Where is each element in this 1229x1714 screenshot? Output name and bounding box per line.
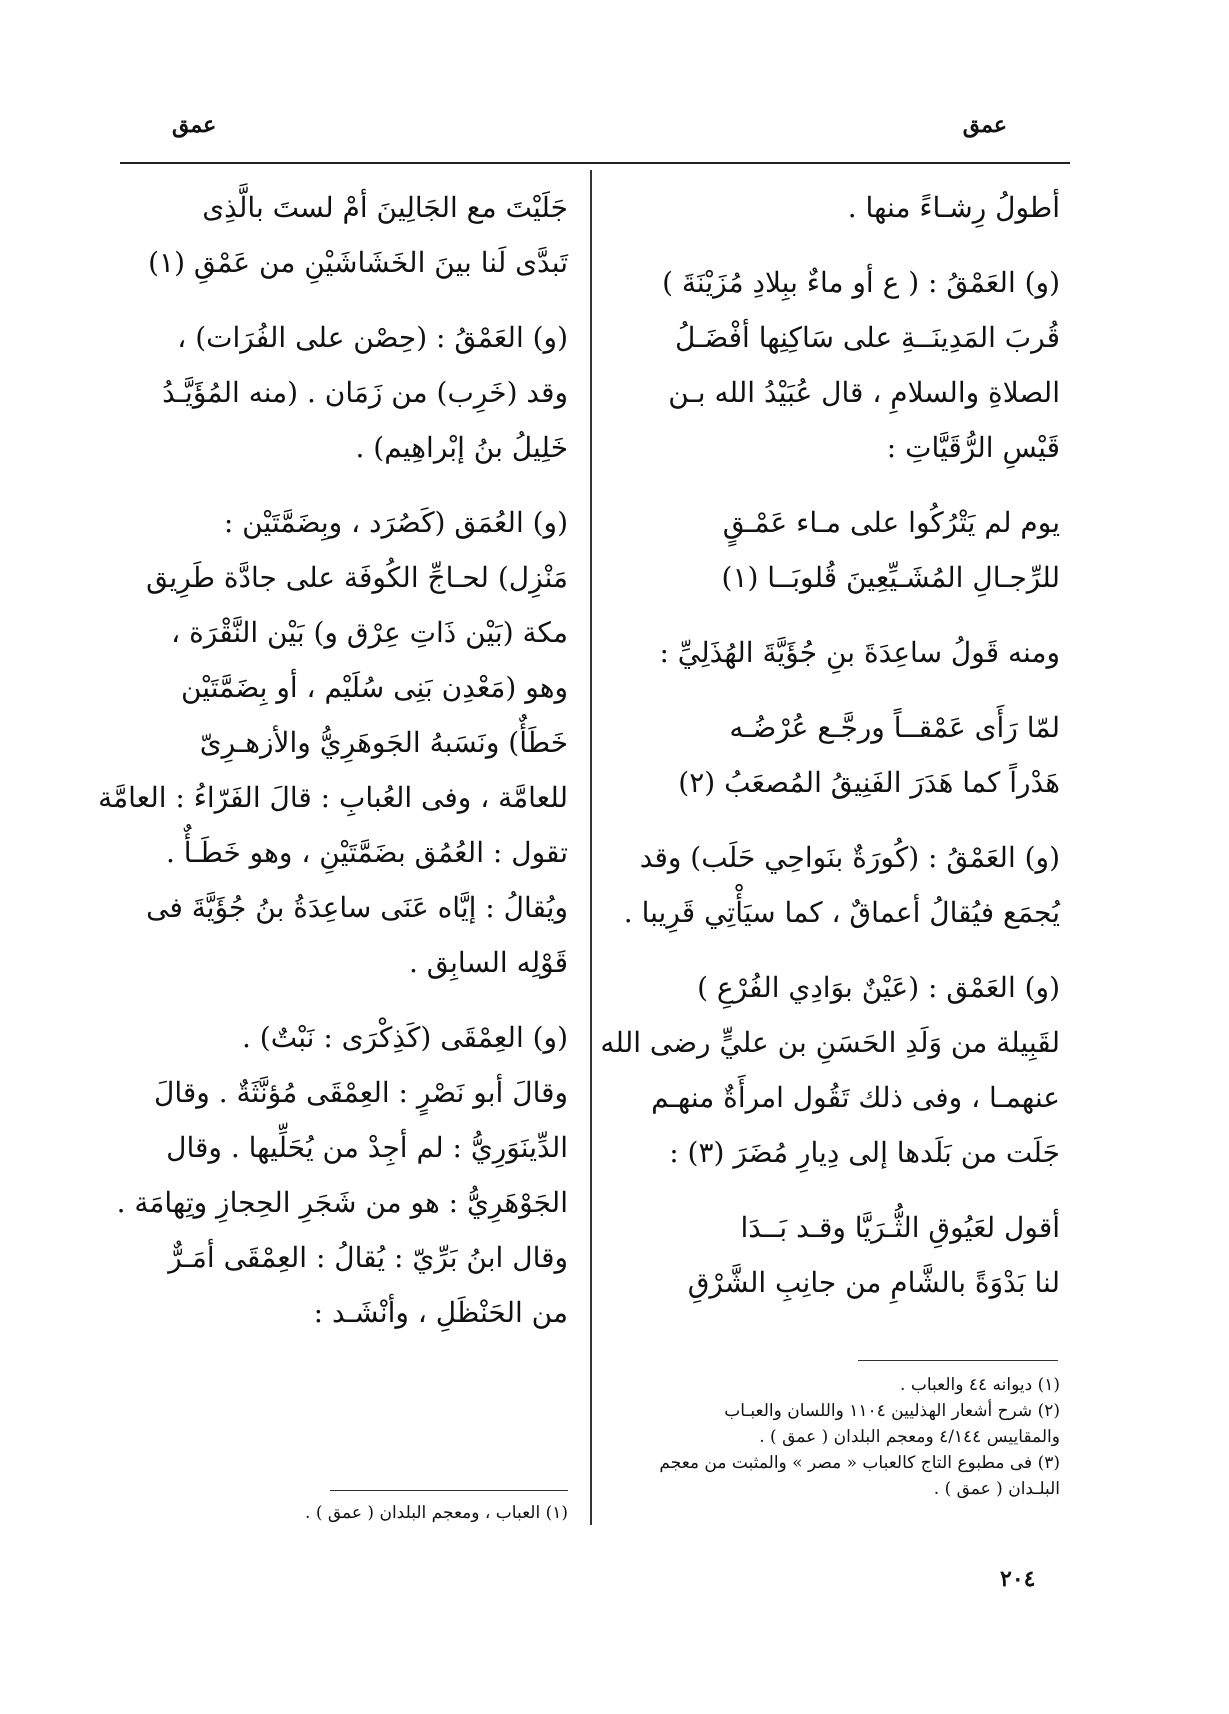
left-column	[98, 180, 568, 1340]
paragraph-gap	[628, 940, 1060, 960]
paragraph-gap	[628, 605, 1060, 625]
column-separator	[590, 170, 592, 1525]
text-line: وهو (مَعْدِن بَنِى سُلَيْم ، أو بِضَمَّتَيْن	[180, 671, 568, 704]
footnote-line: البلـدان ( عمق ) .	[933, 1479, 1060, 1499]
text-line: جَلَيْتَ مع الجَالِينَ أمْ لستَ بالَّذِى	[202, 191, 568, 224]
paragraph-gap	[148, 475, 568, 495]
footnote-line: (١) العباب ، ومعجم البلدان ( عمق ) .	[305, 1503, 568, 1523]
text-line: الدِّينَوَرِيُّ : لم أجِدْ من يُحَلِّيها . وقال	[166, 1131, 568, 1164]
text-line: تَبدَّى لَنا بينَ الخَشَاشَيْنِ من عَمْقِ (١)	[148, 246, 568, 279]
text-line: من الحَنْظَلِ ، وأنْشَـد :	[313, 1296, 568, 1329]
text-line: قَوْلِه السابِق .	[408, 946, 568, 979]
text-line: للرِّجـالِ المُشَـيِّعِينَ قُلوبَــا (١)	[721, 561, 1060, 594]
paragraph-gap	[628, 475, 1060, 495]
text-line: عنهمـا ، وفى ذلك تَقُول امرأَةٌ منهـم	[651, 1081, 1060, 1114]
text-line: مَنْزِل) لحـاجِّ الكُوفَة على جادَّة طَرِيق	[146, 561, 568, 594]
footnotes-left	[148, 1500, 568, 1526]
text-line: لمّا رَأَى عَمْقــاً ورجَّـع عُرْضُـه	[729, 711, 1060, 744]
text-line: خَلِيلُ بنُ إبْراهِيم) .	[355, 431, 568, 464]
text-line: هَدْراً كما هَدَرَ الفَنِيقُ المُصعَبُ (٢)	[678, 766, 1060, 799]
footnote-line: (٣) فى مطبوع التاج كالعباب « مصر » والمثبت من معجم	[659, 1453, 1060, 1473]
text-line: (و) العُمَق (كَصُرَد ، وبِضَمَّتَيْن :	[223, 506, 568, 539]
text-line: (و) العَمْقُ : (حِصْن على الفُرَات) ،	[177, 321, 568, 354]
text-line: يوم لم يَتْرُكُوا على مـاء عَمْـقٍ	[722, 506, 1060, 539]
text-line: جَلَت من بَلَدها إلى دِيارِ مُضَرَ (٣) :	[669, 1136, 1060, 1169]
text-line: قُربَ المَدِينَــةِ على سَاكِنِها أفْضَـلُ	[674, 321, 1060, 354]
text-line: (و) العِمْقَى (كَذِكْرَى : نَبْتٌ) .	[241, 1021, 568, 1054]
footnote-rule-right	[858, 1360, 1058, 1361]
footnotes-right	[628, 1372, 1060, 1502]
text-line: خَطَأٌ) ونَسَبهُ الجَوهَرِيُّ والأزهـرِىّ	[199, 726, 568, 759]
paragraph-gap	[628, 810, 1060, 830]
running-header-right: عمق	[962, 112, 1007, 138]
header-rule	[120, 162, 1070, 164]
paragraph-gap	[628, 235, 1060, 255]
footnote-line: (٢) شرح أشعار الهذليين ١١٠٤ واللسان والعبـاب	[724, 1401, 1060, 1421]
text-line: وقد (خَرِب) من زَمَان . (منه المُؤَيَّـدُ	[162, 376, 568, 409]
footnote-line: (١) ديوانه ٤٤ والعباب .	[900, 1375, 1060, 1395]
page-number: ٢٠٤	[1000, 1566, 1036, 1592]
text-line: تقول : العُمُق بضَمَّتَيْنِ ، وهو خَطَـأٌ .	[165, 836, 568, 869]
paragraph-gap	[148, 290, 568, 310]
running-header-left: عمق	[172, 112, 217, 138]
text-line: مكة (بَيْن ذَاتِ عِرْق و) بَيْن النَّقْرَة ،	[171, 616, 568, 649]
text-line: ومنه قَولُ ساعِدَةَ بنِ جُؤَيَّةَ الهُذَلِيِّ :	[659, 636, 1060, 669]
paragraph-gap	[628, 680, 1060, 700]
text-line: قَيْسِ الرُّقَيَّاتِ :	[886, 431, 1060, 464]
text-line: (و) العَمْق : (عَيْنٌ بوَادِي الفُرْعِ )	[697, 971, 1060, 1004]
footnote-rule-left	[330, 1490, 568, 1491]
text-line: وقالَ أبو نَصْرٍ : العِمْقَى مُؤنَّثَةٌ . وقالَ	[154, 1076, 568, 1109]
text-line: أطولُ رِشـاءً منها .	[847, 191, 1060, 224]
text-line: أقول لعَيُوقِ الثُّـرَيَّا وقـد بَــدَا	[740, 1211, 1060, 1244]
text-line: ويُقالُ : إيَّاه عَنَى ساعِدَةُ بنُ جُؤَيَّةَ فى	[146, 891, 568, 924]
text-line: للعامَّة ، وفى العُبابِ : قالَ الفَرّاءُ : العامَّة	[98, 781, 568, 814]
footnote-line: والمقاييس ٤/١٤٤ ومعجم البلدان ( عمق ) .	[759, 1427, 1060, 1447]
text-line: لقَبِيلة من وَلَدِ الحَسَنِ بن عليٍّ رضى الله	[600, 1026, 1060, 1059]
text-line: (و) العَمْقُ : ( ع أو ماءٌ ببِلادِ مُزَيْنَةَ )	[662, 266, 1060, 299]
text-line: الصلاةِ والسلامِ ، قال عُبَيْدُ الله بـن	[668, 376, 1060, 409]
text-line: وقال ابنُ بَرِّيّ : يُقالُ : العِمْقَى أمَـرٌّ	[168, 1241, 568, 1274]
text-line: يُجمَع فيُقالُ أعماقٌ ، كما سيَأْتِي قَرِيبا .	[623, 896, 1060, 929]
text-line: الجَوْهَرِيُّ : هو من شَجَرِ الحِجازِ وتِهامَة .	[116, 1186, 568, 1219]
paragraph-gap	[148, 990, 568, 1010]
paragraph-gap	[628, 1180, 1060, 1200]
text-line: لنا بَدْوَةً بالشَّامِ من جانِبِ الشَّرْقِ	[687, 1266, 1060, 1299]
right-column	[600, 180, 1060, 1310]
text-line: (و) العَمْقُ : (كُورَةٌ بنَواحِي حَلَب) وقد	[639, 841, 1060, 874]
